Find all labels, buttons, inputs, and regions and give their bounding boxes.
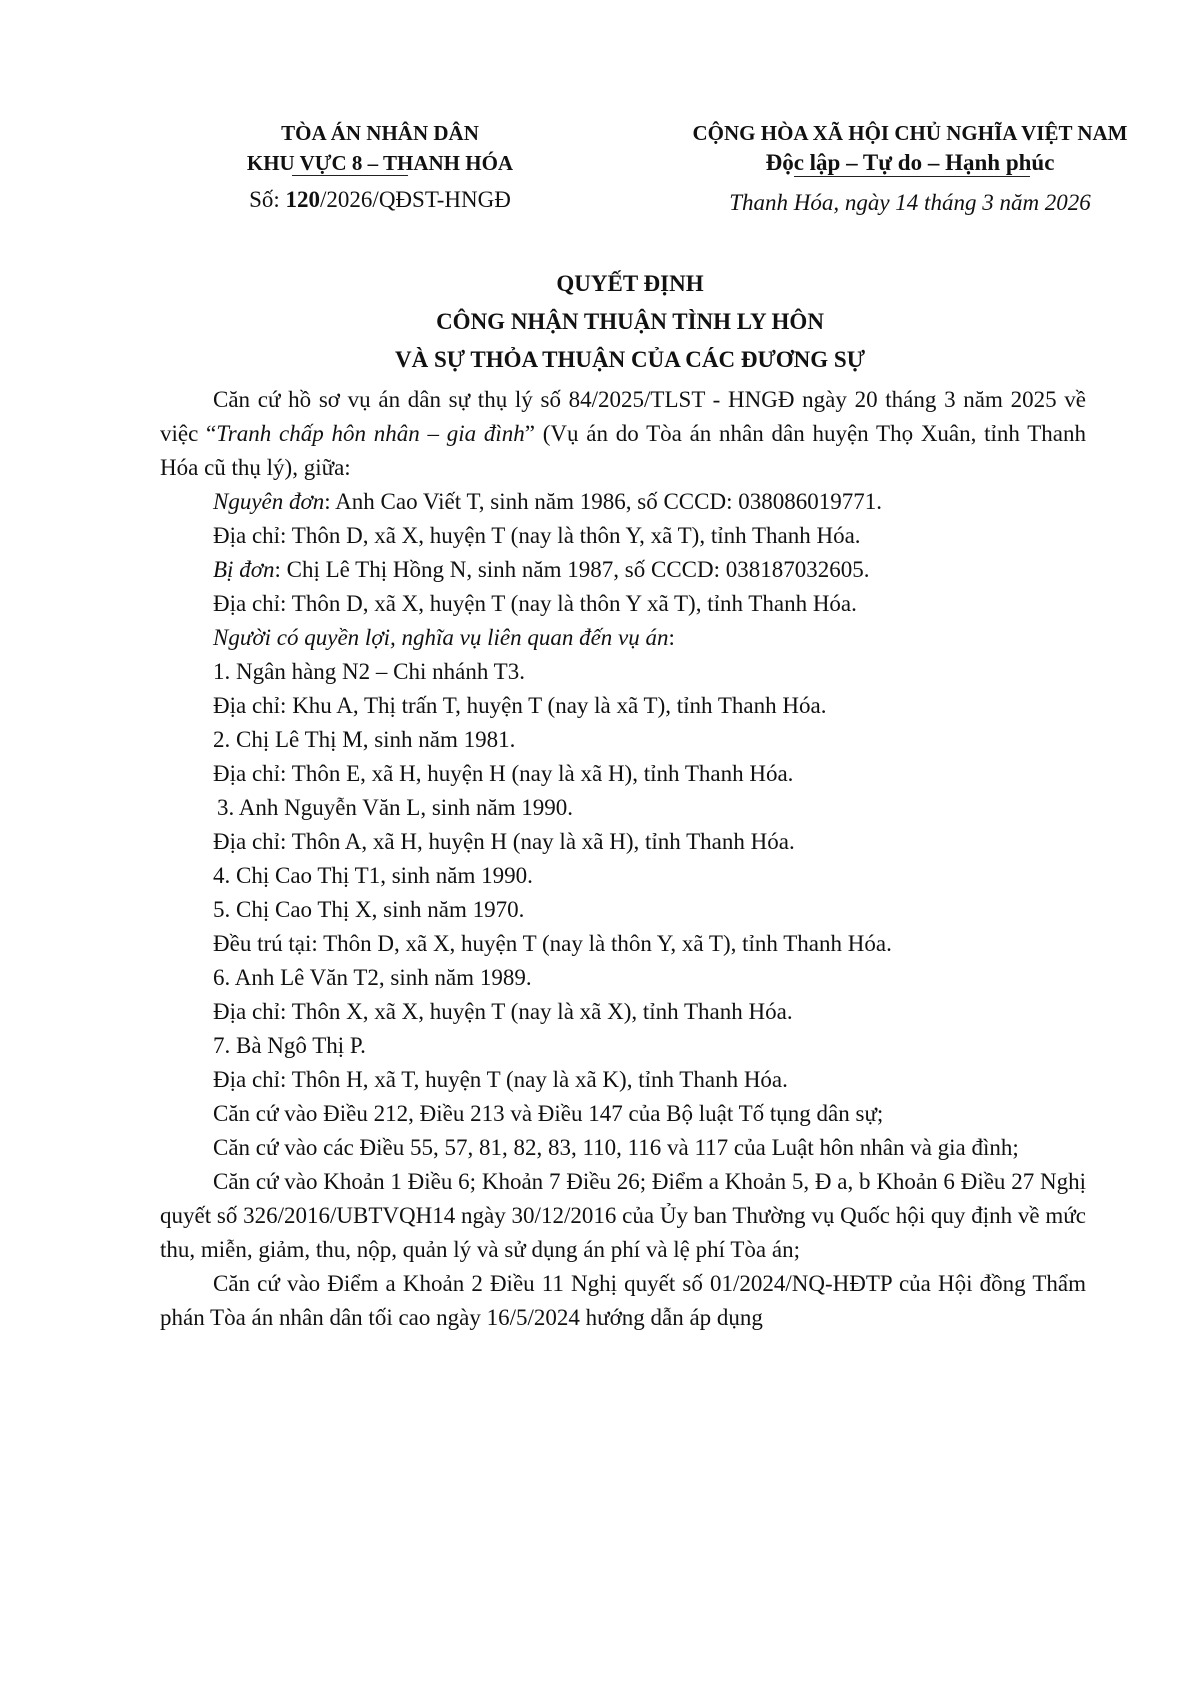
defendant-value: : Chị Lê Thị Hồng N, sinh năm 1987, số CCCD: 038187032605.	[274, 557, 870, 582]
document-date: Thanh Hóa, ngày 14 tháng 3 năm 2026	[729, 190, 1091, 215]
court-area-underline	[292, 175, 408, 176]
document-body	[160, 383, 1086, 1335]
court-area-text: KHU VỰC 8 – THANH HÓA	[246, 151, 514, 175]
issuing-court-block	[170, 118, 590, 178]
related-party-line: 5. Chị Cao Thị X, sinh năm 1970.	[213, 897, 525, 922]
case-type: Tranh chấp hôn nhân – gia đình	[216, 421, 525, 446]
court-area	[247, 148, 513, 178]
plaintiff-value: : Anh Cao Viết T, sinh năm 1986, số CCCD: 038086019771.	[324, 489, 882, 514]
legal-basis-paragraph: Căn cứ vào Khoản 1 Điều 6; Khoản 7 Điều 26; Điểm a Khoản 5, Đ a, b Khoản 6 Điều 27 Nghị quyết số 326/2016/UBTVQH14 ngày 30/12/2016 của Ủy ban Thường vụ Quốc hội quy định về mức thu, miễn, giảm, thu, nộp, quản lý và sử dụng án phí và lệ phí Tòa án;	[160, 1169, 1086, 1262]
national-motto-text: Độc lập – Tự do – Hạnh phúc	[765, 150, 1055, 175]
related-parties-colon: :	[668, 625, 675, 650]
republic-name: CỘNG HÒA XÃ HỘI CHỦ NGHĨA VIỆT NAM	[692, 121, 1128, 145]
related-party-line: 7. Bà Ngô Thị P.	[213, 1033, 366, 1058]
title-line-1: QUYẾT ĐỊNH	[556, 271, 704, 296]
related-party-line: Địa chỉ: Thôn H, xã T, huyện T (nay là xã K), tỉnh Thanh Hóa.	[213, 1067, 788, 1092]
defendant-address: Địa chỉ: Thôn D, xã X, huyện T (nay là thôn Y xã T), tỉnh Thanh Hóa.	[213, 591, 857, 616]
legal-basis-paragraph: Căn cứ vào Điều 212, Điều 213 và Điều 147 của Bộ luật Tố tụng dân sự;	[213, 1101, 884, 1126]
title-line-2: CÔNG NHẬN THUẬN TÌNH LY HÔN	[436, 309, 824, 334]
related-party-line: Địa chỉ: Thôn A, xã H, huyện H (nay là xã H), tỉnh Thanh Hóa.	[213, 829, 795, 854]
related-parties-label: Người có quyền lợi, nghĩa vụ liên quan đến vụ án	[213, 625, 669, 650]
doc-number-prefix: Số:	[249, 187, 286, 212]
legal-basis-paragraph: Căn cứ vào các Điều 55, 57, 81, 82, 83, 110, 116 và 117 của Luật hôn nhân và gia đình;	[213, 1135, 1019, 1160]
legal-basis-paragraph: Căn cứ vào Điểm a Khoản 2 Điều 11 Nghị quyết số 01/2024/NQ-HĐTP của Hội đồng Thẩm phán Tòa án nhân dân tối cao ngày 16/5/2024 hướng dẫn áp dụng	[160, 1271, 1086, 1330]
related-party-line: 4. Chị Cao Thị T1, sinh năm 1990.	[213, 863, 533, 888]
related-party-line: 1. Ngân hàng N2 – Chi nhánh T3.	[213, 659, 525, 684]
national-motto	[766, 148, 1055, 178]
related-parties-heading	[160, 621, 1086, 655]
intro-text-b: ” (Vụ án do Tòa án nhân dân huyện Thọ Xuân, tỉnh Thanh Hóa cũ thụ lý), giữa:	[160, 421, 1087, 480]
related-party-line: Địa chỉ: Thôn E, xã H, huyện H (nay là xã H), tỉnh Thanh Hóa.	[213, 761, 794, 786]
national-heading-block	[640, 118, 1180, 178]
doc-number-value: 120	[285, 187, 321, 212]
title-line-3: VÀ SỰ THỎA THUẬN CỦA CÁC ĐƯƠNG SỰ	[394, 347, 866, 372]
court-name: TÒA ÁN NHÂN DÂN	[281, 121, 479, 145]
related-party-line: Đều trú tại: Thôn D, xã X, huyện T (nay là thôn Y, xã T), tỉnh Thanh Hóa.	[213, 931, 892, 956]
intro-text-a: Căn cứ hồ sơ vụ án dân sự thụ lý số 84/2025/TLST - HNGĐ ngày 20 tháng 3 năm 2025 về việc “	[160, 387, 1086, 446]
plaintiff-line	[160, 485, 1086, 519]
related-party-line: Địa chỉ: Khu A, Thị trấn T, huyện T (nay là xã T), tỉnh Thanh Hóa.	[213, 693, 827, 718]
related-party-line: 6. Anh Lê Văn T2, sinh năm 1989.	[213, 965, 532, 990]
related-party-line: 3. Anh Nguyễn Văn L, sinh năm 1990.	[217, 795, 574, 820]
related-party-line: 2. Chị Lê Thị M, sinh năm 1981.	[213, 727, 516, 752]
motto-underline	[794, 176, 1031, 177]
document-title	[170, 265, 1090, 379]
defendant-label: Bị đơn	[213, 557, 275, 582]
document-number	[170, 187, 590, 213]
intro-paragraph	[160, 383, 1086, 485]
plaintiff-address: Địa chỉ: Thôn D, xã X, huyện T (nay là thôn Y, xã T), tỉnh Thanh Hóa.	[213, 523, 861, 548]
defendant-line	[160, 553, 1086, 587]
plaintiff-label: Nguyên đơn	[213, 489, 325, 514]
doc-number-suffix: /2026/QĐST-HNGĐ	[320, 187, 511, 212]
related-party-line: Địa chỉ: Thôn X, xã X, huyện T (nay là xã X), tỉnh Thanh Hóa.	[213, 999, 793, 1024]
